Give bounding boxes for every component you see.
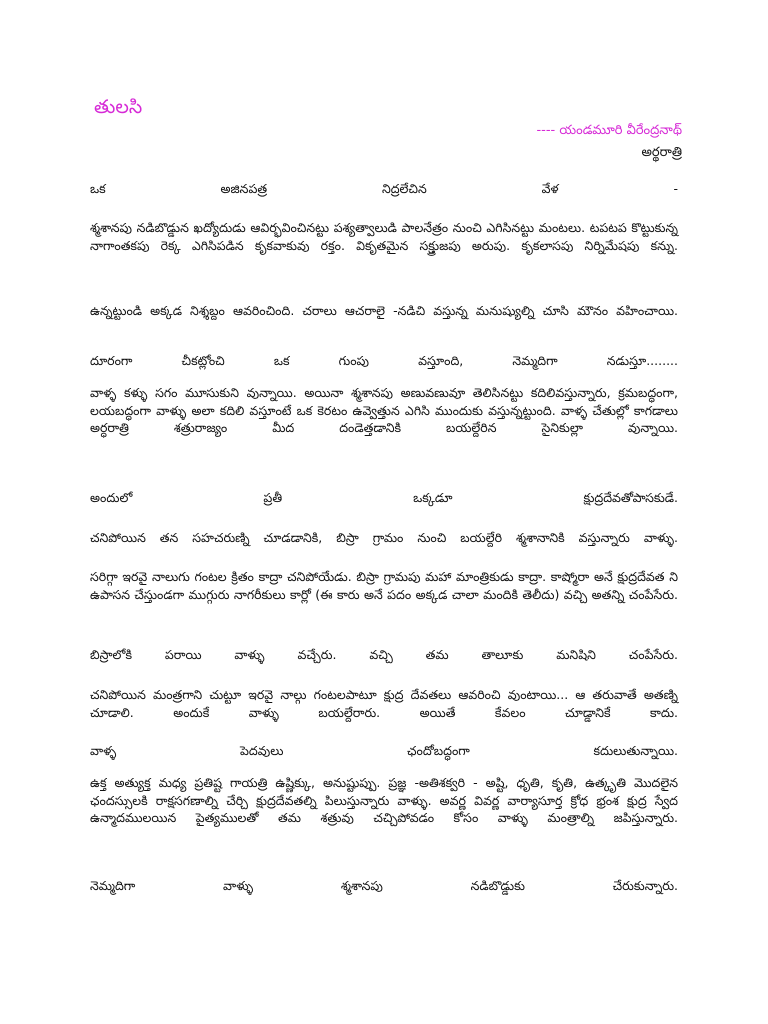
paragraph: వాళ్ళ కళ్ళు సగం మూసుకుని వున్నాయి. అయినా శ్మశానపు అణువణువూ తెలిసినట్టు కదిలివస్తున్నారు, క్రమబద్ధంగా, లయబద్ధంగా వాళ్ళు అలా కదిలి వస్తూంటే ఒక కెరటం ఉవ్వెత్తున ఎగిసి ముందుకు వస్తున్నట్టుంది. వాళ్ళ చేతుల్లో కాగడాలు అర్ధరాత్రి శత్రురాజ్యం మీద దండెత్తడానికి బయల్దేరిన సైనికుల్లా వున్నాయి. [90,385,678,435]
paragraph: వాళ్ళ పెదవులు ఛందోబద్ధంగా కదులుతున్నాయి. [90,743,678,758]
paragraph: చనిపోయిన తన సహచరుణ్ని చూడడానికి, బిస్రా గ్రామం నుంచి బయల్దేరి శ్మశానానికి వస్తున్నారు వాళ్ళు. [90,530,678,545]
story-title: తులసి [94,96,143,118]
author-line: ---- యండమూరి వీరేంద్రనాథ్ [536,123,682,138]
paragraph: బిస్రాలోకి పరాయి వాళ్ళు వచ్చేరు. వచ్చి తమ తాలూకు మనిషిని చంపేసేరు. [90,647,678,662]
paragraph: ఒక అజినపత్ర నిద్రలేచిన వేళ - [90,181,678,196]
paragraph: నెమ్మదిగా వాళ్ళు శ్మశానపు నడిబొడ్డుకు చేరుకున్నారు. [90,878,678,893]
paragraph: చనిపోయిన మంత్రగాని చుట్టూ ఇరవై నాల్గు గంటలపాటూ క్షుద్ర దేవతలు ఆవరించి వుంటాయి... ఆ తరువాతే అతణ్ని చూడాలి. అందుకే వాళ్ళు బయల్దేరారు. అయితే కేవలం చూడ్డానికే కాదు. [90,687,678,720]
paragraph: సరిగ్గా ఇరవై నాలుగు గంటల క్రితం కాద్రా చనిపోయేడు. బిస్రా గ్రామపు మహా మాంత్రికుడు కాద్రా. కాష్మోరా అనే క్షుద్రదేవత ని ఉపాసన చేస్తుండగా ముగ్గురు నాగరీకులు కార్లో (ఈ కారు అనే పదం అక్కడ చాలా మందికి తెలీదు) వచ్చి అతన్ని చంపేసేరు. [90,569,678,602]
chapter-heading: అర్థరాత్రి [641,145,682,160]
paragraph: ఉన్నట్టుండి అక్కడ నిశ్శబ్దం ఆవరించింది. చరాలు ఆచరాలై -నడిచి వస్తున్న మనుష్యుల్ని చూసి మౌనం వహించాయి. [90,303,678,318]
paragraph: శ్మశానపు నడిబొడ్డున ఖద్యోదుడు ఆవిర్భవించినట్టు పశ్యత్వాలుడి పాలనేత్రం నుంచి ఎగిసినట్టు మంటలు. టపటప కొట్టుకున్న నాగాంతకపు రెక్క ఎగిసిపడిన కృకవాకువు రక్తం. వికృతమైన సక్ర్త్రుజపు అరుపు. కృకలాసపు నిర్నిమేషపు కన్ను. [90,220,678,253]
paragraph: ఉక్త అత్యుక్త మధ్య ప్రతిష్ట గాయత్రి ఉష్ణిక్కు, అనుష్టుప్పు. ప్రజ్ఞ -అతిశక్వరి - అష్టి, ధృతి, కృతి, ఉత్కృతి మొదలైన ఛందస్సులకి రాక్షసగణాల్ని చేర్చి క్షుద్రదేవతల్ని పిలుస్తున్నారు వాళ్ళు. అవర్ణ వివర్ణ వార్యాసూర్త క్రోధ భ్రంశ క్షుద్ర స్వేద ఉన్మాదములయిన పైత్యములతో తమ శత్రువు చచ్చిపోవడం కోసం వాళ్ళు మంత్రాల్ని జపిస్తున్నారు. [90,775,678,825]
paragraph: అందులో ప్రతీ ఒక్కడూ క్షుద్రదేవతోపాసకుడే. [90,490,678,505]
paragraph: దూరంగా చీకట్లోంచి ఒక గుంపు వస్తూంది, నెమ్మదిగా నడుస్తూ........ [90,353,678,368]
